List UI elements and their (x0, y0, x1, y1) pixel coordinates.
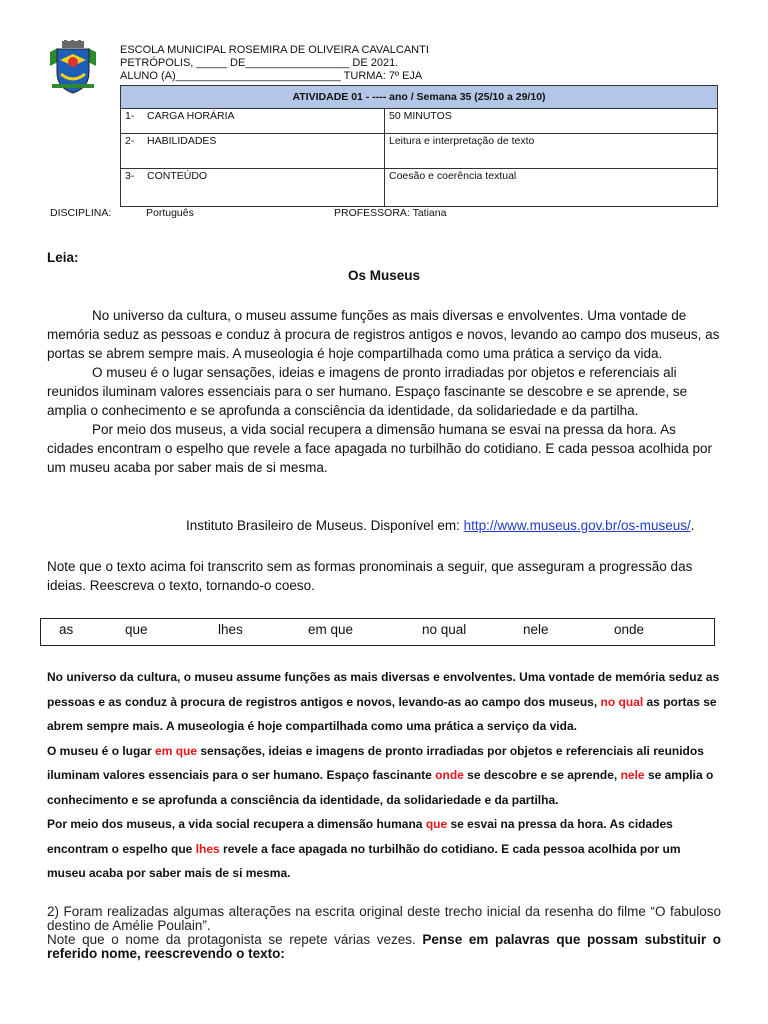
question-2-intro: 2) Foram realizadas algumas alterações na escrita original deste trecho inicial da resenha do filme “O fabuloso destino de Amélie Poulain”. (47, 904, 721, 933)
paragraph-2: O museu é o lugar sensações, ideias e imagens de pronto irradiadas por objetos e referenciais ali reunidos iluminam valores essenciais para o ser humano. Espaço fascinante se descobre e se aprende, se amplia o conhecimento e se aprofunda a consciência da identidade, da solidariedade e da partilha. (47, 365, 688, 418)
paragraph-3: Por meio dos museus, a vida social recupera a dimensão humana se esvai na pressa da hora. As cidades encontram o espelho que revele a face apagada no turbilhão do cotidiano. E cada pessoa acolhida por um museu acaba por saber mais de si mesma. (47, 422, 712, 475)
row-label-hours: 1- CARGA HORÁRIA (121, 109, 385, 134)
source-citation: Instituto Brasileiro de Museus. Disponível em: http://www.museus.gov.br/os-museus/. (186, 518, 695, 533)
answer-text (47, 665, 721, 886)
answer-paragraph-2: O museu é o lugar em que sensações, ideias e imagens de pronto irradiadas por objetos e referenciais ali reunidos iluminam valores essenciais para o ser humano. Espaço fascinante onde se descobre e se aprende, nele se amplia o conhecimento e se aprofunda a consciência da identidade, da solidariedade e da partilha. (47, 743, 714, 807)
pronoun-word-box (40, 618, 715, 646)
paragraph-1: No universo da cultura, o museu assume funções as mais diversas e envolventes. Uma vontade de memória seduz as pessoas e conduz à procura de registros antigos e novos, levando ao campo dos museus, as portas se abrem sempre mais. A museologia é hoje compartilhada como uma prática a serviço da vida. (47, 308, 720, 361)
reading-text (47, 306, 721, 477)
word-item: nele (523, 622, 549, 637)
discipline-value: Português (146, 207, 194, 219)
instruction-text: Note que o texto acima foi transcrito sem as formas pronominais a seguir, que asseguram a progressão das ideias. Reescreva o texto, tornando-o coeso. (47, 559, 693, 593)
question-2 (47, 905, 721, 961)
word-item: no qual (422, 622, 467, 637)
date-line: PETRÓPOLIS, _____ DE_________________ DE 2021. (120, 57, 399, 69)
word-item: em que (308, 622, 354, 637)
student-line: ALUNO (A)___________________________ TURMA: 7º EJA (120, 70, 423, 82)
activity-info-table (120, 85, 718, 207)
answer-paragraph-1: No universo da cultura, o museu assume funções as mais diversas e envolventes. Uma vontade de memória seduz as pessoas e as conduz à procura de registros antigos e novos, levando-as ao campo dos museus, no qual as portas se abrem sempre mais. A museologia é hoje compartilhada como uma prática a serviço da vida. (47, 670, 720, 733)
discipline-label: DISCIPLINA: (50, 207, 112, 219)
school-name: ESCOLA MUNICIPAL ROSEMIRA DE OLIVEIRA CAVALCANTI (120, 44, 429, 56)
answer-paragraph-3: Por meio dos museus, a vida social recupera a dimensão humana que se esvai na pressa da hora. As cidades encontram o espelho que lhes revele a face apagada no turbilhão do cotidiano. E cada pessoa acolhida por um museu acaba por saber mais de si mesma. (47, 817, 681, 880)
teacher-name: PROFESSORA: Tatiana (334, 207, 447, 219)
activity-title: ATIVIDADE 01 - ---- ano / Semana 35 (25/10 a 29/10) (121, 86, 718, 109)
question-2-instruction: Note que o nome da protagonista se repete várias vezes. Pense em palavras que possam substituir o referido nome, reescrevendo o texto: (47, 932, 721, 961)
word-item: que (125, 622, 148, 637)
word-item: as (59, 622, 74, 637)
row-value-hours: 50 MINUTOS (385, 109, 718, 134)
text-title: Os Museus (347, 268, 421, 283)
coat-of-arms-logo (48, 40, 98, 94)
row-label-skills: 2- HABILIDADES (121, 134, 385, 169)
source-link[interactable]: http://www.museus.gov.br/os-museus/ (463, 518, 691, 533)
row-value-skills: Leitura e interpretação de texto (385, 134, 718, 169)
row-value-content: Coesão e coerência textual (385, 169, 718, 207)
row-label-content: 3- CONTEÚDO (121, 169, 385, 207)
word-item: lhes (218, 622, 243, 637)
reading-lead: Leia: (47, 250, 79, 265)
word-item: onde (614, 622, 645, 637)
